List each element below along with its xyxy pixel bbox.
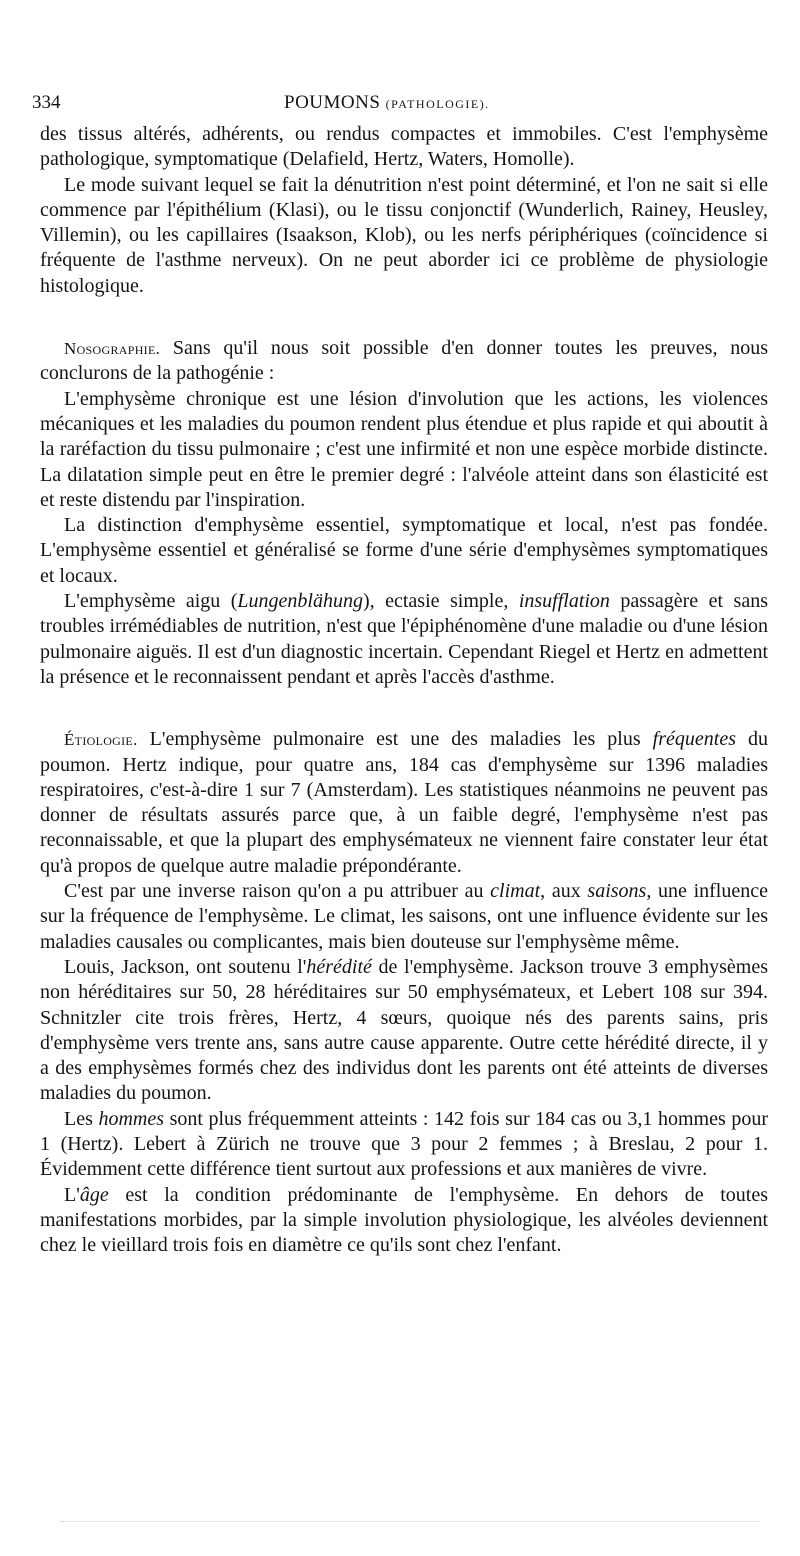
- text-segment: passagère et sans troubles irrémédiables de nutrition, n'est que l'épiphénomène d'une maladie ou d'une lésion pulmonaire aiguës. Il est d'un diagnostic incertain. Cependant Riegel et Hertz en admettent la présence et le reconnaissent pendant et après l'accès d'asthme.: [40, 590, 768, 688]
- italic-term: climat: [490, 880, 541, 903]
- paragraph-text: Sans qu'il nous soit possible d'en donner toutes les preuves, nous conclurons de la pathogénie :: [40, 337, 768, 385]
- paragraph: [40, 955, 768, 1107]
- paragraph: [40, 122, 768, 173]
- paragraph-text: L'emphysème chronique est une lésion d'involution que les actions, les violences mécaniques et les maladies du poumon rendent plus étendue et plus rapide et qui aboutit à la raréfaction du tissu pulmonaire ; c'est une infirmité et non une espèce morbide distincte. La dilatation simple peut en être le premier degré : l'alvéole atteint dans son élasticité est et reste distendu par l'inspiration.: [40, 387, 768, 511]
- text-segment: , aux: [540, 880, 588, 903]
- text-segment: de l'emphysème. Jackson trouve 3 emphysèmes non héréditaires sur 50, 28 héréditaires sur 50 emphysémateux, et Lebert 108 sur 394. Schnitzler cite trois frères, Hertz, 4 sœurs, quoique nés des parents sains, pris d'emphysème vers trente ans, sans autre cause apparente. Outre cette hérédité directe, il y a des emphysèmes formés chez des individus dont les parents ont été atteints de diverses maladies du poumon.: [40, 955, 768, 1105]
- paragraph-text: Le mode suivant lequel se fait la dénutrition n'est point déterminé, et l'on ne sait si elle commence par l'épithélium (Klasi), ou le tissu conjonctif (Wunderlich, Rainey, Heusley, Villemin), ou les capillaires (Isaakson, Klob), ou les nerfs périphériques (coïncidence si fréquente de l'asthme nerveux). On ne peut aborder ici ce problème de physiologie histologique.: [40, 173, 768, 297]
- text-segment: est la condition prédominante de l'emphysème. En dehors de toutes manifestations morbides, par la simple involution physiologique, les alvéoles deviennent chez le vieillard trois fois en diamètre ce qu'ils sont chez l'enfant.: [40, 1183, 768, 1257]
- book-page: [32, 88, 769, 1258]
- paragraph: [40, 589, 768, 690]
- italic-term: saisons: [587, 880, 647, 903]
- page-number: 334: [32, 92, 61, 113]
- paragraph: [40, 1107, 768, 1183]
- text-segment: ), ectasie simple,: [362, 590, 519, 613]
- text-segment: L'emphysème pulmonaire est une des maladies les plus: [137, 728, 653, 751]
- italic-term: insufflation: [518, 590, 610, 613]
- paragraph-text: La distinction d'emphysème essentiel, symptomatique et local, n'est pas fondée. L'emphysème essentiel et généralisé se forme d'une série d'emphysèmes symptomatiques et locaux.: [40, 514, 768, 587]
- text-segment: L'emphysème aigu (: [64, 590, 238, 613]
- paragraph: [40, 1183, 768, 1259]
- text-segment: sont plus fréquemment atteints : 142 fois sur 184 cas ou 3,1 hommes pour 1 (Hertz). Lebert à Zürich ne trouve que 3 pour 2 femmes ; à Breslau, 2 pour 1. Évidemment cette différence tient surtout aux professions et aux manières de vivre.: [40, 1107, 768, 1181]
- text-segment: Les: [64, 1107, 99, 1130]
- running-title: [284, 92, 490, 114]
- section-heading: Nosographie.: [64, 339, 161, 359]
- section-paragraph: [40, 336, 768, 387]
- body-text: [40, 122, 768, 1258]
- paragraph-text: des tissus altérés, adhérents, ou rendus compactes et immobiles. C'est l'emphysème pathologique, symptomatique (Delafield, Hertz, Waters, Homolle).: [40, 123, 768, 171]
- italic-term: hérédité: [306, 955, 372, 978]
- paragraph: [40, 513, 768, 589]
- paragraph: [40, 387, 768, 513]
- text-segment: du poumon. Hertz indique, pour quatre ans, 184 cas d'emphysème sur 1396 maladies respiratoires, c'est-à-dire 1 sur 7 (Amsterdam). Les statistiques néanmoins ne peuvent pas donner de résultats assurés parce que, à un faible degré, l'emphysème n'est pas reconnaissable, et que la plupart des emphysémateux ne viennent faire constater leur état qu'à propos de quelque autre maladie prépondérante.: [40, 728, 769, 877]
- text-segment: L': [64, 1183, 80, 1206]
- text-segment: , une influence sur la fréquence de l'emphysème. Le climat, les saisons, ont une influence évidente sur les maladies causales ou complicantes, mais bien douteuse sur l'emphysème même.: [40, 880, 768, 953]
- scan-noise-line: [60, 1521, 760, 1522]
- italic-term: âge: [79, 1183, 109, 1206]
- running-title-main: POUMONS: [284, 92, 381, 113]
- italic-term: Lungenblähung: [237, 590, 363, 613]
- italic-term: fréquentes: [652, 728, 736, 751]
- paragraph: [40, 879, 768, 955]
- text-segment: C'est par une inverse raison qu'on a pu attribuer au: [64, 880, 491, 903]
- section-paragraph: [40, 727, 768, 879]
- section-heading: Étiologie.: [64, 730, 138, 750]
- running-title-subtitle: (PATHOLOGIE).: [385, 97, 490, 111]
- paragraph: [40, 173, 768, 299]
- text-segment: Louis, Jackson, ont soutenu l': [64, 955, 307, 978]
- running-header: [32, 88, 768, 122]
- italic-term: hommes: [98, 1107, 164, 1130]
